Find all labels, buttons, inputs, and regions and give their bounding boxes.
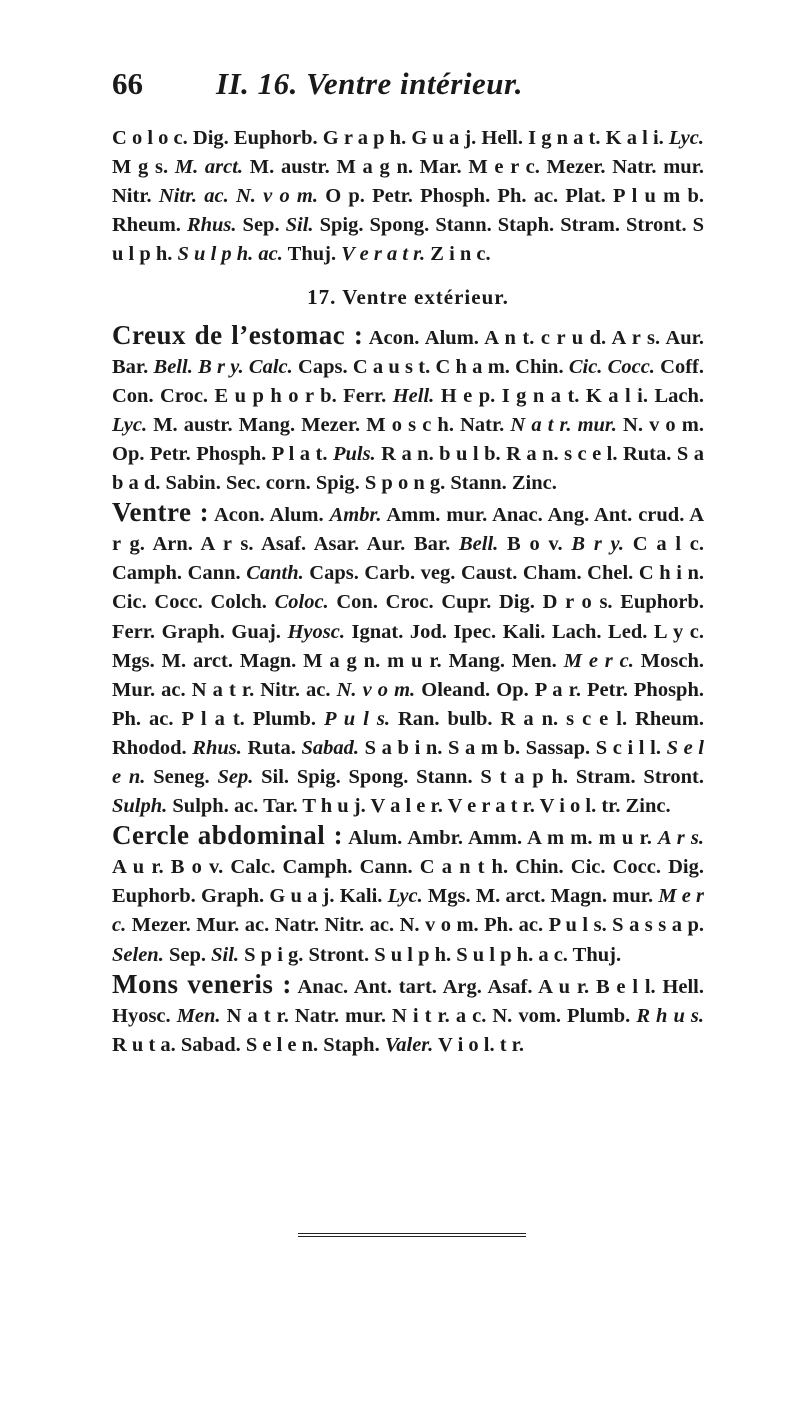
text-segment: Anac. Ant. tart. Arg. Asaf. A u r. B e l l. Hell. Hyosc. — [112, 975, 704, 1027]
text-segment: N a t r. mur. — [510, 413, 617, 436]
text-segment: Cic. Cocc. — [568, 355, 655, 378]
text-segment: C a l c. Camph. Cann. — [112, 533, 704, 585]
text-segment: Mezer. Mur. ac. Natr. Nitr. ac. N. v o m. Ph. ac. P u l s. S a s s a p. — [126, 914, 704, 937]
text-segment: 17. Ventre extérieur. — [307, 285, 509, 310]
text-segment: Sabad. — [301, 736, 360, 759]
text-segment: Caps. Carb. veg. Caust. Cham. Chel. C h i n. Cic. Cocc. Colch. — [112, 562, 704, 614]
text-segment: Rhus. — [192, 736, 242, 759]
entry-label: Cercle abdominal : — [112, 820, 344, 851]
text-segment: Ambr. — [329, 504, 382, 527]
text-segment: M. austr. M a g n. Mar. M e r c. Mezer. Natr. mur. Nitr. — [112, 156, 705, 208]
text-segment: B r y. — [571, 533, 625, 556]
text-segment: Ran. bulb. R a n. s c e l. Rheum. Rhodod. — [112, 707, 704, 759]
text-segment: B o v. — [498, 533, 572, 556]
text-segment: Lyc. — [668, 127, 704, 149]
text-segment: M e r c. — [112, 885, 705, 937]
text-segment: Sep. — [217, 765, 254, 788]
text-segment: Hell. — [392, 384, 435, 407]
text-segment: V e r a t r. — [341, 243, 426, 266]
text-segment: C o l o c. Dig. Euphorb. G r a p h. G u a j. Hell. I g n a t. K a l i. — [112, 127, 669, 149]
text-segment: S u l p h. ac. — [177, 243, 283, 266]
text-segment: M. arct. — [174, 156, 244, 179]
text-segment: Puls. — [332, 442, 376, 465]
text-segment: Selen. — [112, 943, 164, 966]
text-segment: Canth. — [246, 562, 304, 585]
text-segment: Sil. — [285, 214, 314, 237]
entry-paragraph — [112, 970, 704, 1060]
entry-paragraph — [112, 821, 704, 969]
text-segment: V i o l. t r. — [433, 1033, 525, 1056]
text-segment: Thuj. — [282, 243, 342, 266]
entry-paragraph — [112, 321, 704, 499]
entry-paragraph — [112, 498, 704, 821]
text-segment: Sep. — [163, 943, 212, 966]
text-segment: Z i n c. — [425, 243, 491, 266]
text-segment: Acon. Alum. — [209, 504, 330, 527]
text-segment: Spig. Spong. Stann. Staph. Stram. Stront. S u l p h. — [112, 214, 704, 266]
text-segment: Nitr. ac. N. v o m. — [158, 185, 318, 208]
entry-label: Ventre : — [112, 497, 210, 528]
text-segment: Lyc. — [387, 885, 423, 908]
text-segment: M g s. — [112, 156, 175, 179]
text-segment: O p. Petr. Phosph. Ph. ac. Plat. P l u m b. Rheum. — [112, 185, 704, 237]
text-segment: Amm. mur. Anac. Ang. Ant. crud. A r g. Arn. A r s. Asaf. Asar. Aur. Bar. — [112, 504, 704, 556]
page-header — [112, 66, 712, 102]
text-segment: Men. — [176, 1004, 221, 1027]
text-segment: Rhus. — [186, 214, 237, 237]
text-segment: Coff. Con. Croc. E u p h o r b. Ferr. — [112, 355, 705, 407]
text-segment: Alum. Ambr. Amm. A m m. m u r. — [343, 827, 659, 850]
text-segment: Con. Croc. Cupr. Dig. D r o s. Euphorb. Ferr. Graph. Guaj. — [112, 591, 704, 643]
text-segment: P u l s. — [324, 707, 390, 730]
text-segment: Hyosc. — [287, 620, 345, 643]
text-segment: R u t a. Sabad. S e l e n. Staph. — [112, 1033, 385, 1056]
text-segment: N. v o m. Op. Petr. Phosph. P l a t. — [112, 413, 704, 465]
text-segment: R h u s. — [636, 1004, 704, 1027]
text-segment: A u r. B o v. Calc. Camph. Cann. C a n t h. Chin. Cic. Cocc. Dig. Euphorb. Graph. G u a j. Kali. — [112, 856, 704, 908]
text-segment: Bell. — [458, 533, 499, 556]
text-segment: Sulph. — [112, 795, 168, 818]
text-segment: Seneg. — [145, 765, 218, 788]
text-segment: Sil. Spig. Spong. Stann. S t a p h. Stram. Stront. — [253, 765, 704, 788]
text-segment: Oleand. Op. P a r. Petr. Phosph. Ph. ac. P l a t. Plumb. — [112, 678, 704, 730]
end-rule — [298, 1233, 526, 1237]
text-segment: Mosch. Mur. ac. N a t r. Nitr. ac. — [112, 649, 704, 701]
text-segment: M. austr. Mang. Mezer. M o s c h. Natr. — [147, 413, 511, 436]
text-segment: Ruta. — [241, 736, 302, 759]
text-segment: N a t r. Natr. mur. N i t r. a c. N. vom. Plumb. — [220, 1004, 637, 1027]
text-segment: Sil. — [211, 943, 240, 966]
text-segment: H e p. I g n a t. K a l i. Lach. — [434, 384, 704, 407]
text-segment: Valer. — [384, 1033, 434, 1056]
entry-label: Creux de l’estomac : — [112, 319, 364, 350]
text-segment: S p i g. Stront. S u l p h. S u l p h. a c. Thuj. — [239, 943, 622, 966]
body-text — [112, 124, 704, 1060]
text-segment: Sep. — [236, 214, 286, 237]
section-heading — [112, 283, 704, 312]
text-segment: N. v o m. — [336, 678, 416, 701]
text-segment: R a n. b u l b. R a n. s c e l. Ruta. S a b a d. Sabin. Sec. corn. Spig. S p o n g. Stann. Zinc. — [112, 442, 704, 495]
text-segment: Acon. Alum. A n t. c r u d. A r s. Aur. Bar. — [112, 326, 704, 378]
text-segment: Mgs. M. arct. Magn. mur. — [422, 885, 659, 908]
entry-label: Mons veneris : — [112, 968, 292, 999]
text-segment: Sulph. ac. Tar. T h u j. V a l e r. V e r a t r. V i o l. tr. Zinc. — [167, 795, 671, 818]
text-segment: Ignat. Jod. Ipec. Kali. Lach. Led. L y c. Mgs. M. arct. Magn. M a g n. m u r. Mang. Men. — [112, 620, 704, 672]
text-segment: Bell. B r y. Calc. — [153, 355, 293, 378]
text-segment: Coloc. — [274, 591, 329, 614]
text-segment: S e l e n. — [112, 736, 704, 788]
text-segment: M e r c. — [563, 649, 634, 672]
text-segment: S a b i n. S a m b. Sassap. S c i l l. — [359, 736, 667, 759]
page-number: 66 — [112, 66, 143, 101]
continuation-paragraph — [112, 124, 704, 269]
running-head: II. 16. Ventre intérieur. — [216, 66, 524, 101]
text-segment: Caps. C a u s t. C h a m. Chin. — [292, 355, 569, 378]
text-segment: A r s. — [658, 827, 705, 850]
text-segment: Lyc. — [112, 413, 148, 436]
